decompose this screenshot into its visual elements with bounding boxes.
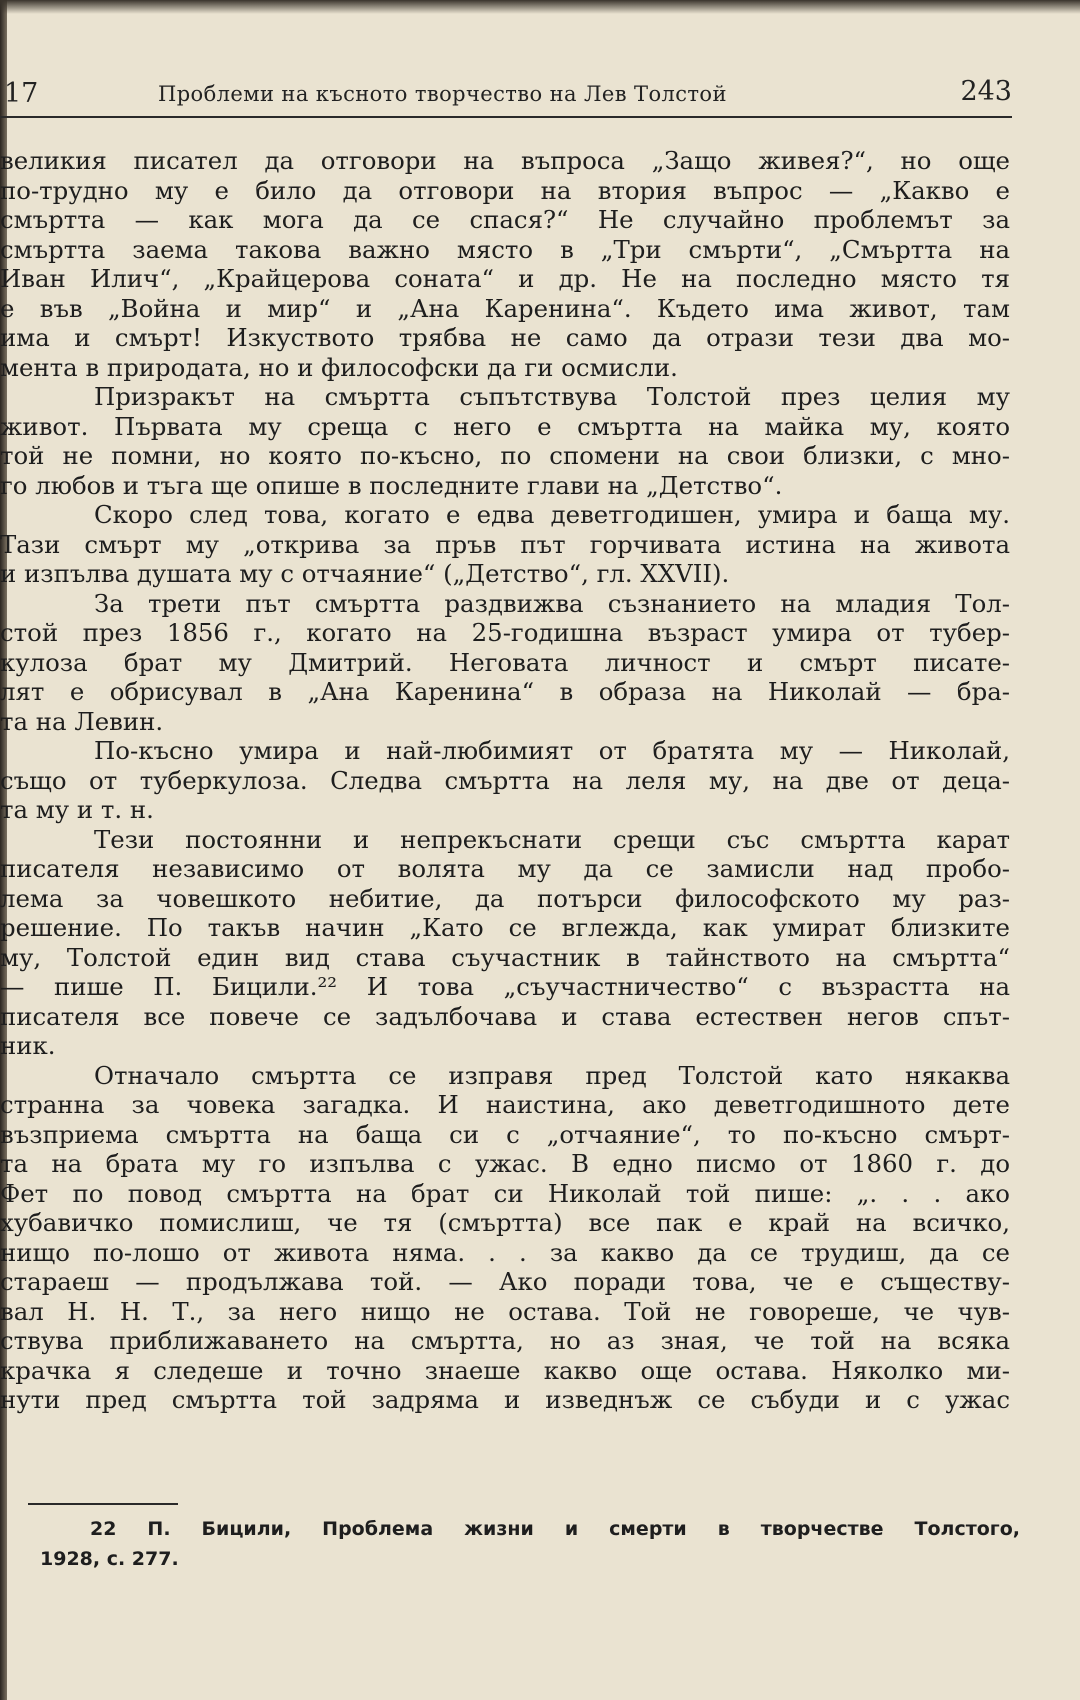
page-number: 243 — [960, 76, 1012, 107]
text-line: Иван Илич“, „Крайцерова соната“ и др. Не на последно място тя — [0, 264, 1010, 293]
chapter-number: 17 — [4, 78, 39, 109]
text-line: писателя все повече се задълбочава и става естествен негов спът- — [0, 1001, 1010, 1031]
footnote-rule — [28, 1503, 178, 1505]
text-line: та на брата му го изпълва с ужас. В едно писмо от 1860 г. до — [0, 1149, 1010, 1178]
text-line: има и смърт! Изкуството трябва не само да отрази тези два мо- — [0, 323, 1010, 352]
text-line: стараеш — продължава той. — Ако поради това, че е съществу- — [0, 1267, 1010, 1296]
text-line: по-трудно му е било да отговори на втория въпрос — „Какво е — [0, 175, 1010, 205]
text-line: та му и т. н. — [0, 795, 154, 824]
text-line: мента в природата, но и философски да ги осмисли. — [0, 352, 678, 382]
text-line: също от туберкулоза. Следва смъртта на леля му, на две от деца- — [0, 765, 1010, 795]
running-header — [0, 72, 1012, 116]
text-line: нути пред смъртта той задряма и изведнъж се събуди и с ужас — [0, 1385, 1010, 1414]
running-title: Проблеми на късното творчество на Лев Толстой — [158, 82, 727, 106]
text-line: Тази смърт му „открива за пръв път горчивата истина на живота — [0, 529, 1010, 559]
page-top-shadow — [0, 0, 1080, 14]
footnote — [40, 1514, 1020, 1574]
text-line: кулоза брат му Дмитрий. Неговата личност и смърт писате- — [0, 647, 1010, 677]
body-text — [0, 146, 1010, 1415]
text-line: ник. — [0, 1031, 56, 1060]
text-line: ствува приближаването на смъртта, но аз зная, че той на всяка — [0, 1326, 1010, 1355]
text-line: крачка я следеше и точно знаеше какво още остава. Няколко ми- — [0, 1355, 1010, 1385]
text-line: смъртта — как мога да се спася?“ Не случайно проблемът за — [0, 205, 1010, 234]
text-line: — пише П. Бицили.²² И това „съучастничество“ с възрастта на — [0, 972, 1010, 1001]
text-line: По-късно умира и най-любимият от братята му — Николай, — [94, 736, 1010, 765]
text-line: решение. По такъв начин „Като се вглежда, как умират близките — [0, 913, 1010, 942]
text-line: та на Левин. — [0, 706, 164, 736]
text-line: хубавичко помислиш, че тя (смъртта) все пак е край на всичко, — [0, 1208, 1010, 1237]
text-line: Тези постоянни и непрекъснати срещи със смъртта карат — [94, 824, 1010, 854]
text-line: Призракът на смъртта съпътствува Толстой през целия му — [94, 382, 1010, 411]
text-line: му, Толстой един вид става съучастник в тайнството на смъртта“ — [0, 942, 1010, 972]
text-line: лема за човешкото небитие, да потърси философското му раз- — [0, 883, 1010, 913]
text-line: странна за човека загадка. И наистина, ако деветгодишното дете — [0, 1090, 1010, 1119]
text-line: го любов и тъга ще опише в последните глави на „Детство“. — [0, 470, 783, 500]
text-line: и изпълва душата му с отчаяние“ („Детство“, гл. XXVII). — [0, 559, 730, 588]
text-line: великия писател да отговори на въпроса „Защо живея?“, но още — [0, 146, 1010, 175]
text-line: Отначало смъртта се изправя пред Толстой като някаква — [94, 1060, 1010, 1090]
text-line: Фет по повод смъртта на брат си Николай той пише: „. . . ако — [0, 1178, 1010, 1208]
text-line: Скоро след това, когато е едва деветгодишен, умира и баща му. — [94, 500, 1010, 529]
footnote-line: 22 П. Бицили, Проблема жизни и смерти в творчестве Толстого, — [90, 1518, 1020, 1540]
text-line: смъртта заема такова важно място в „Три смърти“, „Смъртта на — [0, 234, 1010, 264]
text-line: възприема смъртта на баща си с „отчаяние“, то по-късно смърт- — [0, 1119, 1010, 1149]
header-rule — [0, 116, 1012, 118]
text-line: За трети път смъртта раздвижва съзнанието на младия Тол- — [94, 588, 1010, 618]
footnote-line: 1928, с. 277. — [40, 1548, 179, 1570]
text-line: стой през 1856 г., когато на 25-годишна възраст умира от тубер- — [0, 618, 1010, 647]
text-line: нищо по-лошо от живота няма. . . за какво да се трудиш, да се — [0, 1237, 1010, 1267]
text-line: той не помни, но която по-късно, по спомени на свои близки, с мно- — [0, 441, 1010, 470]
text-line: е във „Война и мир“ и „Ана Каренина“. Където има живот, там — [0, 293, 1010, 323]
text-line: лят е обрисувал в „Ана Каренина“ в образа на Николай — бра- — [0, 677, 1010, 706]
text-line: вал Н. Н. Т., за него нищо не остава. Той не говореше, че чув- — [0, 1296, 1010, 1326]
text-line: писателя независимо от волята му да се замисли над пробо- — [0, 854, 1010, 883]
text-line: живот. Първата му среща с него е смъртта на майка му, която — [0, 411, 1010, 441]
